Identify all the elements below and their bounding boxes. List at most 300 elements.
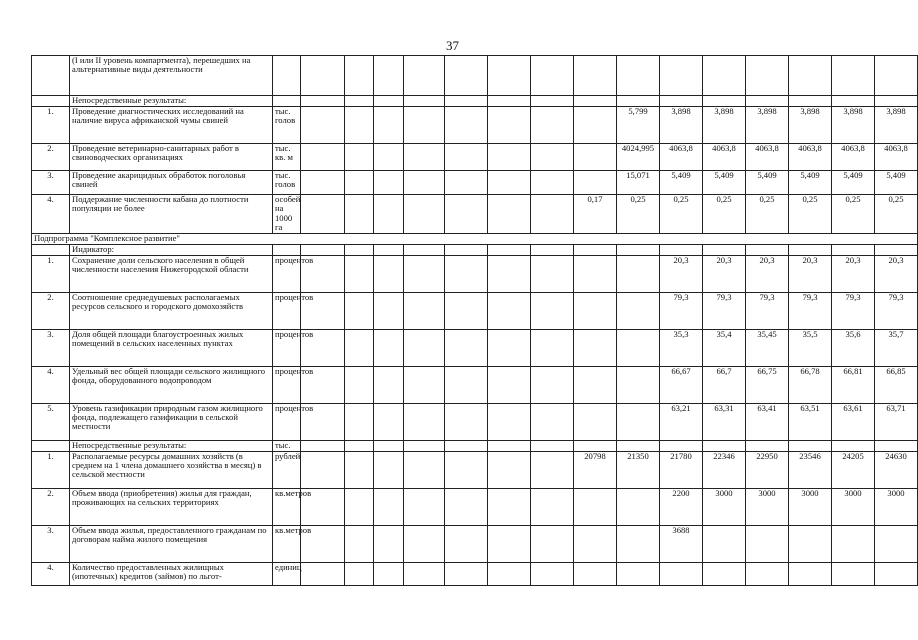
value-cell — [488, 292, 531, 329]
value-cell — [445, 562, 488, 585]
value-cell — [531, 329, 574, 366]
value-cell — [301, 244, 345, 255]
unit-cell: тыс. кв. м — [273, 144, 301, 171]
value-cell — [617, 562, 660, 585]
value-cell — [488, 525, 531, 562]
value-cell — [617, 255, 660, 292]
value-cell — [531, 244, 574, 255]
value-cell — [617, 366, 660, 403]
value-cell — [404, 292, 445, 329]
value-cell — [488, 366, 531, 403]
row-number: 1. — [32, 451, 70, 488]
value-cell: 5,409 — [875, 171, 918, 195]
value-cell — [488, 56, 531, 96]
value-cell — [531, 96, 574, 107]
row-number — [32, 244, 70, 255]
value-cell — [404, 525, 445, 562]
value-cell — [404, 171, 445, 195]
value-cell: 5,799 — [617, 107, 660, 144]
value-cell — [574, 144, 617, 171]
value-cell — [832, 244, 875, 255]
value-cell — [488, 171, 531, 195]
value-cell — [404, 562, 445, 585]
value-cell — [488, 107, 531, 144]
value-cell: 3,898 — [875, 107, 918, 144]
indicator-name: Проведение ветеринарно-санитарных работ в свиноводческих организациях — [70, 144, 273, 171]
value-cell — [574, 292, 617, 329]
value-cell — [345, 403, 374, 440]
value-cell — [445, 488, 488, 525]
indicators-table — [31, 55, 918, 586]
value-cell — [301, 562, 345, 585]
value-cell — [531, 56, 574, 96]
value-cell — [574, 56, 617, 96]
value-cell: 0,25 — [660, 195, 703, 234]
row-number: 3. — [32, 329, 70, 366]
value-cell: 79,3 — [746, 292, 789, 329]
row-number: 3. — [32, 171, 70, 195]
value-cell — [703, 244, 746, 255]
value-cell — [574, 525, 617, 562]
value-cell — [445, 255, 488, 292]
unit-cell: тыс. — [273, 440, 301, 451]
value-cell — [746, 56, 789, 96]
unit-cell: процентов — [273, 366, 301, 403]
value-cell: 3,898 — [746, 107, 789, 144]
value-cell — [574, 255, 617, 292]
value-cell — [488, 562, 531, 585]
value-cell: 35,4 — [703, 329, 746, 366]
value-cell — [488, 96, 531, 107]
value-cell — [746, 562, 789, 585]
value-cell — [574, 244, 617, 255]
value-cell — [832, 440, 875, 451]
value-cell: 4063,8 — [789, 144, 832, 171]
value-cell — [301, 144, 345, 171]
indicator-name: Непосредственные результаты: — [70, 96, 273, 107]
value-cell: 0,25 — [789, 195, 832, 234]
value-cell: 21780 — [660, 451, 703, 488]
value-cell — [374, 451, 404, 488]
value-cell — [488, 244, 531, 255]
value-cell — [404, 403, 445, 440]
unit-cell: рублей — [273, 451, 301, 488]
value-cell: 66,81 — [832, 366, 875, 403]
value-cell: 3688 — [660, 525, 703, 562]
value-cell — [488, 488, 531, 525]
value-cell — [875, 525, 918, 562]
value-cell: 3000 — [832, 488, 875, 525]
value-cell — [488, 329, 531, 366]
value-cell — [531, 255, 574, 292]
value-cell — [404, 329, 445, 366]
value-cell — [345, 488, 374, 525]
value-cell — [531, 292, 574, 329]
value-cell — [617, 56, 660, 96]
value-cell — [345, 366, 374, 403]
table-row — [32, 403, 918, 440]
value-cell: 0,25 — [875, 195, 918, 234]
unit-cell: процентов — [273, 292, 301, 329]
value-cell: 66,85 — [875, 366, 918, 403]
value-cell: 22346 — [703, 451, 746, 488]
value-cell — [374, 144, 404, 171]
value-cell — [574, 107, 617, 144]
unit-cell: кв.метров — [273, 488, 301, 525]
row-number: 3. — [32, 525, 70, 562]
row-number: 1. — [32, 107, 70, 144]
row-number: 4. — [32, 366, 70, 403]
value-cell — [875, 244, 918, 255]
row-number: 2. — [32, 144, 70, 171]
value-cell — [374, 255, 404, 292]
value-cell — [404, 440, 445, 451]
indicator-name: Проведение акарицидных обработок поголовья свиней — [70, 171, 273, 195]
value-cell: 22950 — [746, 451, 789, 488]
indicator-name: Располагаемые ресурсы домашних хозяйств (в среднем на 1 члена домашнего хозяйства в месяц) в сельской местности — [70, 451, 273, 488]
value-cell — [404, 366, 445, 403]
unit-cell: тыс. голов — [273, 171, 301, 195]
value-cell — [703, 562, 746, 585]
value-cell — [789, 56, 832, 96]
value-cell — [789, 525, 832, 562]
value-cell — [488, 144, 531, 171]
value-cell: 63,21 — [660, 403, 703, 440]
value-cell — [531, 562, 574, 585]
value-cell — [301, 56, 345, 96]
value-cell — [445, 96, 488, 107]
value-cell — [345, 195, 374, 234]
unit-cell: единиц — [273, 562, 301, 585]
value-cell — [345, 56, 374, 96]
row-number: 2. — [32, 292, 70, 329]
value-cell: 35,7 — [875, 329, 918, 366]
unit-cell: процентов — [273, 403, 301, 440]
value-cell: 2200 — [660, 488, 703, 525]
value-cell: 5,409 — [746, 171, 789, 195]
value-cell — [345, 292, 374, 329]
indicator-name: Объем ввода (приобретения) жилья для граждан, проживающих на сельских территориях — [70, 488, 273, 525]
value-cell: 66,75 — [746, 366, 789, 403]
value-cell: 4063,8 — [746, 144, 789, 171]
value-cell — [789, 96, 832, 107]
subprogram-header-row — [32, 233, 918, 244]
row-number: 5. — [32, 403, 70, 440]
value-cell — [404, 144, 445, 171]
value-cell — [617, 440, 660, 451]
value-cell: 5,409 — [660, 171, 703, 195]
value-cell: 24205 — [832, 451, 875, 488]
value-cell: 3000 — [789, 488, 832, 525]
value-cell: 4063,8 — [660, 144, 703, 171]
row-number — [32, 96, 70, 107]
value-cell — [617, 403, 660, 440]
indicator-name: Индикатор: — [70, 244, 273, 255]
value-cell — [445, 403, 488, 440]
value-cell — [404, 451, 445, 488]
page-number: 37 — [446, 38, 459, 53]
indicator-name: Поддержание численности кабана до плотности популяции не более — [70, 195, 273, 234]
value-cell: 0,25 — [746, 195, 789, 234]
value-cell — [832, 56, 875, 96]
value-cell: 20,3 — [875, 255, 918, 292]
value-cell: 79,3 — [660, 292, 703, 329]
indicator-name: Проведение диагностических исследований на наличие вируса африканской чумы свиней — [70, 107, 273, 144]
value-cell — [374, 96, 404, 107]
value-cell — [617, 488, 660, 525]
value-cell: 20,3 — [703, 255, 746, 292]
value-cell — [374, 171, 404, 195]
value-cell: 4063,8 — [875, 144, 918, 171]
value-cell: 3000 — [703, 488, 746, 525]
table-row — [32, 292, 918, 329]
value-cell — [374, 366, 404, 403]
value-cell: 20798 — [574, 451, 617, 488]
value-cell — [703, 96, 746, 107]
value-cell: 21350 — [617, 451, 660, 488]
value-cell — [617, 525, 660, 562]
value-cell: 79,3 — [832, 292, 875, 329]
row-number: 1. — [32, 255, 70, 292]
value-cell — [660, 440, 703, 451]
indicator-name: Объем ввода жилья, предоставленного гражданам по договорам найма жилого помещения — [70, 525, 273, 562]
value-cell — [345, 329, 374, 366]
indicator-name: Соотношение среднедушевых располагаемых ресурсов сельского и городского домохозяйств — [70, 292, 273, 329]
value-cell — [746, 525, 789, 562]
indicator-name: Удельный вес общей площади сельского жилищного фонда, оборудованного водопроводом — [70, 366, 273, 403]
table-row — [32, 96, 918, 107]
row-number — [32, 56, 70, 96]
value-cell — [875, 440, 918, 451]
value-cell — [488, 403, 531, 440]
value-cell — [832, 96, 875, 107]
value-cell — [574, 562, 617, 585]
value-cell — [445, 244, 488, 255]
table-row — [32, 56, 918, 96]
value-cell — [574, 440, 617, 451]
value-cell: 63,31 — [703, 403, 746, 440]
value-cell — [404, 244, 445, 255]
value-cell — [574, 171, 617, 195]
value-cell — [345, 107, 374, 144]
value-cell — [301, 195, 345, 234]
indicator-name: Непосредственные результаты: — [70, 440, 273, 451]
value-cell — [301, 171, 345, 195]
value-cell: 4063,8 — [703, 144, 746, 171]
unit-cell: тыс. голов — [273, 107, 301, 144]
value-cell — [374, 195, 404, 234]
value-cell — [345, 525, 374, 562]
row-number — [32, 440, 70, 451]
value-cell — [789, 440, 832, 451]
value-cell — [404, 255, 445, 292]
value-cell — [531, 195, 574, 234]
unit-cell — [273, 56, 301, 96]
value-cell — [617, 329, 660, 366]
value-cell — [832, 525, 875, 562]
value-cell — [531, 488, 574, 525]
indicator-name: Доля общей площади благоустроенных жилых помещений в сельских населенных пунктах — [70, 329, 273, 366]
value-cell — [445, 107, 488, 144]
value-cell — [617, 244, 660, 255]
indicator-name: Количество предоставленных жилищных (ипотечных) кредитов (займов) по льгот- — [70, 562, 273, 585]
value-cell: 66,67 — [660, 366, 703, 403]
value-cell — [374, 440, 404, 451]
value-cell: 20,3 — [746, 255, 789, 292]
row-number: 2. — [32, 488, 70, 525]
value-cell — [574, 403, 617, 440]
value-cell — [445, 292, 488, 329]
value-cell: 3000 — [875, 488, 918, 525]
value-cell — [445, 171, 488, 195]
value-cell — [445, 144, 488, 171]
value-cell — [574, 488, 617, 525]
value-cell: 20,3 — [660, 255, 703, 292]
value-cell — [488, 440, 531, 451]
value-cell — [345, 440, 374, 451]
value-cell — [374, 525, 404, 562]
unit-cell — [273, 244, 301, 255]
value-cell — [574, 96, 617, 107]
value-cell — [531, 171, 574, 195]
table-row — [32, 144, 918, 171]
value-cell — [875, 96, 918, 107]
table-row — [32, 195, 918, 234]
value-cell: 0,25 — [703, 195, 746, 234]
value-cell — [404, 107, 445, 144]
value-cell: 3,898 — [660, 107, 703, 144]
value-cell — [789, 244, 832, 255]
value-cell: 63,51 — [789, 403, 832, 440]
row-number: 4. — [32, 195, 70, 234]
value-cell — [875, 56, 918, 96]
value-cell — [488, 255, 531, 292]
value-cell — [345, 451, 374, 488]
unit-cell — [273, 96, 301, 107]
value-cell — [445, 195, 488, 234]
value-cell — [445, 56, 488, 96]
value-cell — [531, 366, 574, 403]
value-cell — [531, 144, 574, 171]
value-cell — [660, 562, 703, 585]
unit-cell: процентов — [273, 329, 301, 366]
value-cell — [374, 488, 404, 525]
value-cell: 5,409 — [789, 171, 832, 195]
value-cell — [404, 195, 445, 234]
value-cell — [345, 244, 374, 255]
value-cell: 5,409 — [703, 171, 746, 195]
value-cell — [574, 329, 617, 366]
table-row — [32, 171, 918, 195]
value-cell: 3,898 — [789, 107, 832, 144]
value-cell — [374, 403, 404, 440]
value-cell: 5,409 — [832, 171, 875, 195]
value-cell — [404, 488, 445, 525]
value-cell: 20,3 — [832, 255, 875, 292]
value-cell: 3,898 — [832, 107, 875, 144]
value-cell — [301, 451, 345, 488]
value-cell — [574, 366, 617, 403]
value-cell — [445, 440, 488, 451]
value-cell — [531, 107, 574, 144]
value-cell: 63,71 — [875, 403, 918, 440]
value-cell: 4024,995 — [617, 144, 660, 171]
table-row — [32, 440, 918, 451]
value-cell — [374, 292, 404, 329]
value-cell — [832, 562, 875, 585]
value-cell: 3,898 — [703, 107, 746, 144]
value-cell — [404, 96, 445, 107]
value-cell — [301, 107, 345, 144]
value-cell — [746, 96, 789, 107]
value-cell — [660, 96, 703, 107]
value-cell — [374, 107, 404, 144]
value-cell — [345, 255, 374, 292]
value-cell — [345, 96, 374, 107]
value-cell — [617, 292, 660, 329]
unit-cell: особей на 1000 га — [273, 195, 301, 234]
subprogram-title: Подпрограмма "Комплексное развитие" — [32, 233, 918, 244]
table-row — [32, 329, 918, 366]
value-cell: 23546 — [789, 451, 832, 488]
row-number: 4. — [32, 562, 70, 585]
value-cell — [445, 451, 488, 488]
value-cell — [404, 56, 445, 96]
value-cell — [746, 244, 789, 255]
value-cell — [531, 440, 574, 451]
value-cell — [445, 329, 488, 366]
value-cell — [617, 96, 660, 107]
value-cell — [345, 144, 374, 171]
value-cell: 35,5 — [789, 329, 832, 366]
value-cell — [703, 525, 746, 562]
unit-cell: процентов — [273, 255, 301, 292]
value-cell — [531, 451, 574, 488]
value-cell — [488, 451, 531, 488]
value-cell — [531, 403, 574, 440]
unit-cell: кв.метров — [273, 525, 301, 562]
value-cell: 66,78 — [789, 366, 832, 403]
value-cell — [703, 56, 746, 96]
value-cell: 20,3 — [789, 255, 832, 292]
value-cell: 3000 — [746, 488, 789, 525]
indicator-name: Уровень газификации природным газом жилищного фонда, подлежащего газификации в сельской местности — [70, 403, 273, 440]
table-row — [32, 255, 918, 292]
value-cell — [374, 329, 404, 366]
indicator-name: (I или II уровень компартмента), перешедших на альтернативные виды деятельности — [70, 56, 273, 96]
table-row — [32, 244, 918, 255]
table-row — [32, 525, 918, 562]
value-cell: 0,25 — [617, 195, 660, 234]
value-cell — [789, 562, 832, 585]
table-row — [32, 107, 918, 144]
value-cell — [703, 440, 746, 451]
table-row — [32, 366, 918, 403]
value-cell: 0,17 — [574, 195, 617, 234]
value-cell: 4063,8 — [832, 144, 875, 171]
value-cell: 24630 — [875, 451, 918, 488]
table-row — [32, 562, 918, 585]
value-cell — [374, 244, 404, 255]
value-cell — [374, 56, 404, 96]
value-cell: 15,071 — [617, 171, 660, 195]
value-cell: 35,6 — [832, 329, 875, 366]
value-cell — [374, 562, 404, 585]
value-cell — [746, 440, 789, 451]
value-cell: 79,3 — [789, 292, 832, 329]
value-cell — [660, 56, 703, 96]
value-cell: 0,25 — [832, 195, 875, 234]
